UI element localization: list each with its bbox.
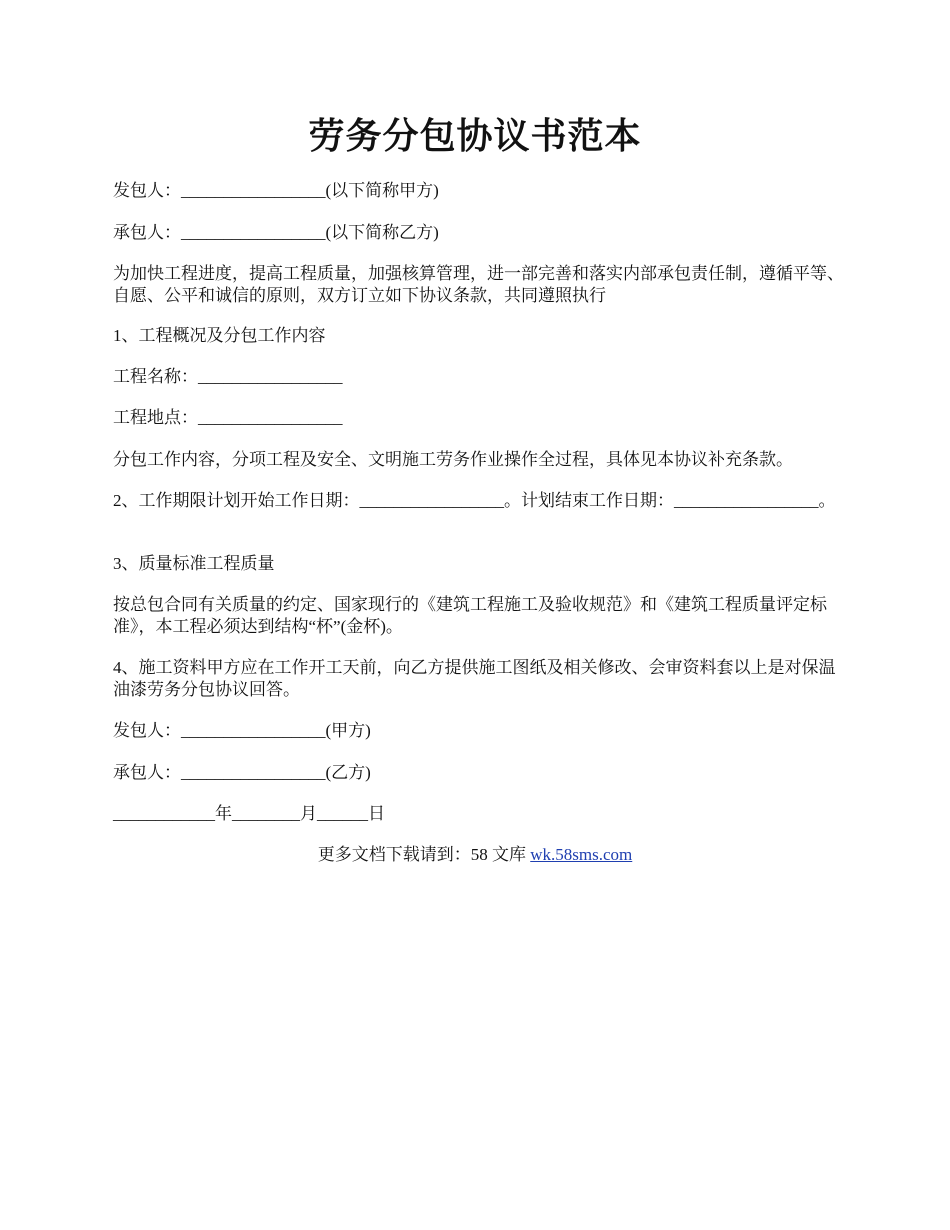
scope-paragraph: 分包工作内容，分项工程及安全、文明施工劳务作业操作全过程，具体见本协议补充条款。 [113, 450, 793, 469]
section-1-heading: 1、工程概况及分包工作内容 [113, 326, 326, 345]
date-line: ____________年________月______日 [113, 804, 385, 823]
section-2-paragraph: 2、工作期限计划开始工作日期：_________________。计划结束工作日期：_________________。 [113, 491, 836, 510]
footer-link[interactable]: wk.58sms.com [530, 845, 633, 864]
section-3-heading: 3、质量标准工程质量 [113, 554, 275, 573]
quality-paragraph: 按总包合同有关质量的约定、国家现行的《建筑工程施工及验收规范》和《建筑工程质量评定标准》，本工程必须达到结构“杯”(金杯)。 [113, 595, 827, 636]
section-4-paragraph: 4、施工资料甲方应在工作开工天前，向乙方提供施工图纸及相关修改、会审资料套以上是对保温油漆劳务分包协议回答。 [113, 658, 836, 699]
document-title: 劳务分包协议书范本 [308, 116, 642, 156]
party-b-line: 承包人：_________________(以下简称乙方) [113, 223, 439, 242]
party-a-line: 发包人：_________________(以下简称甲方) [113, 181, 439, 200]
footer-text: 更多文档下载请到：58 文库 [317, 845, 531, 864]
project-name-line: 工程名称：_________________ [113, 367, 343, 386]
preamble-paragraph: 为加快工程进度，提高工程质量，加强核算管理，进一部完善和落实内部承包责任制，遵循平等、自愿、公平和诚信的原则，双方订立如下协议条款，共同遵照执行 [113, 264, 844, 305]
signature-party-a: 发包人：_________________(甲方) [113, 721, 371, 740]
footer-download-note [0, 844, 950, 866]
project-location-line: 工程地点：_________________ [113, 408, 343, 427]
signature-party-b: 承包人：_________________(乙方) [113, 763, 371, 782]
